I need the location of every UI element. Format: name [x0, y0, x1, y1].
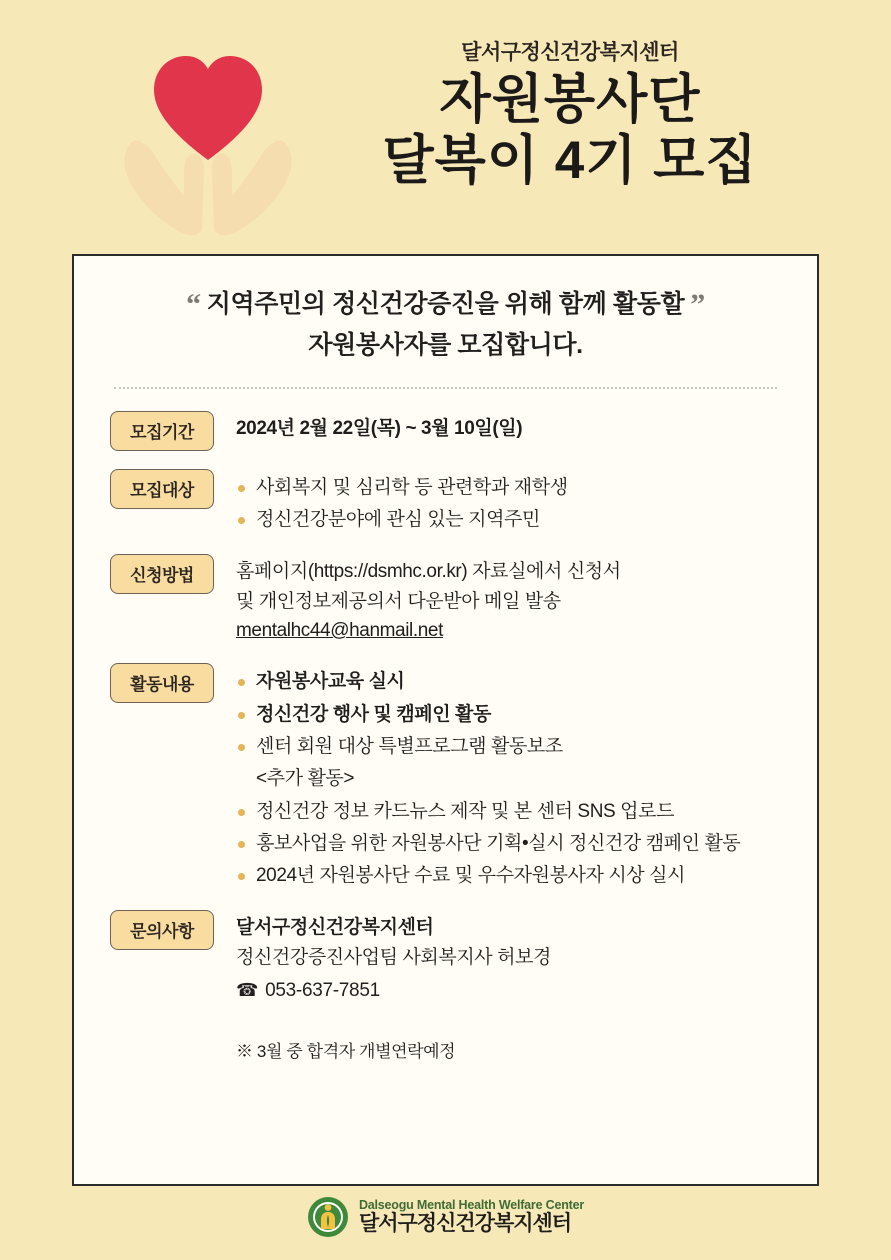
list-item: 센터 회원 대상 특별프로그램 활동보조 [236, 731, 783, 763]
list-item: 홍보사업을 위한 자원봉사단 기획•실시 정신건강 캠페인 활동 [236, 828, 783, 860]
poster-header [0, 0, 891, 248]
content-card [72, 254, 819, 1186]
section-how-to-apply [74, 554, 817, 645]
section-body [214, 910, 783, 1061]
quote-block [74, 256, 817, 365]
contact-phone-number: 053-637-7851 [265, 980, 380, 1002]
quote-text-1: 지역주민의 정신건강증진을 위해 함께 활동할 [206, 290, 685, 318]
section-tag: 신청방법 [110, 554, 214, 594]
footer-ko-name: 달서구정신건강복지센터 [358, 1212, 572, 1236]
apply-line-1: 홈페이지(https://dsmhc.or.kr) 자료실에서 신청서 [236, 561, 621, 583]
center-logo-icon [307, 1196, 349, 1238]
header-org-name: 달서구정신건강복지센터 [461, 41, 679, 64]
heart-icon [148, 48, 268, 168]
contact-center-name: 달서구정신건강복지센터 [236, 917, 434, 939]
quote-line-1 [104, 282, 787, 327]
header-title-line2: 달복이 4기 모집 [382, 130, 758, 190]
header-text-block [280, 36, 860, 192]
section-contact [74, 910, 817, 1061]
section-body [214, 469, 783, 537]
contact-phone-row [236, 972, 783, 1006]
quote-open-icon: “ [186, 288, 201, 321]
activities-list [236, 666, 783, 892]
footer-en-name: Dalseogu Mental Health Welfare Center [358, 1197, 585, 1212]
section-body [214, 411, 783, 443]
list-item: 2024년 자원봉사단 수료 및 우수자원봉사자 시상 실시 [236, 860, 783, 892]
recruit-period-text: 2024년 2월 22일(목) ~ 3월 10일(일) [236, 417, 523, 439]
list-item: 정신건강 행사 및 캠페인 활동 [236, 699, 783, 731]
contact-person: 정신건강증진사업팀 사회복지사 허보경 [236, 946, 551, 968]
footer-text-block [359, 1198, 584, 1237]
list-item: 사회복지 및 심리학 등 관련학과 재학생 [236, 472, 783, 504]
section-recruit-target [74, 469, 817, 537]
list-item: 정신건강분야에 관심 있는 지역주민 [236, 504, 783, 536]
list-item: 자원봉사교육 실시 [236, 666, 783, 698]
quote-close-icon: ” [690, 288, 705, 321]
apply-email-link[interactable]: mentalhc44@hanmail.net [236, 619, 443, 641]
header-emblem [118, 48, 298, 238]
contact-note: ※ 3월 중 합격자 개별연락예정 [236, 1041, 456, 1061]
section-tag: 활동내용 [110, 663, 214, 703]
poster-footer [0, 1196, 891, 1238]
sections-list [74, 389, 817, 1062]
header-title-line1: 자원봉사단 [439, 70, 701, 129]
section-body [214, 554, 783, 645]
apply-line-2: 및 개인정보제공의서 다운받아 메일 발송 [236, 590, 561, 612]
recruit-target-list [236, 472, 783, 537]
telephone-icon: ☎ [236, 980, 259, 1001]
section-tag: 모집기간 [110, 411, 214, 451]
section-body [214, 663, 783, 892]
section-recruit-period [74, 411, 817, 451]
quote-text-2: 자원봉사자를 모집합니다. [308, 331, 583, 359]
section-tag: 문의사항 [110, 910, 214, 950]
list-item: 정신건강 정보 카드뉴스 제작 및 본 센터 SNS 업로드 [236, 796, 783, 828]
section-activities [74, 663, 817, 892]
list-subheading: <추가 활동> [256, 768, 355, 790]
section-tag: 모집대상 [110, 469, 214, 509]
